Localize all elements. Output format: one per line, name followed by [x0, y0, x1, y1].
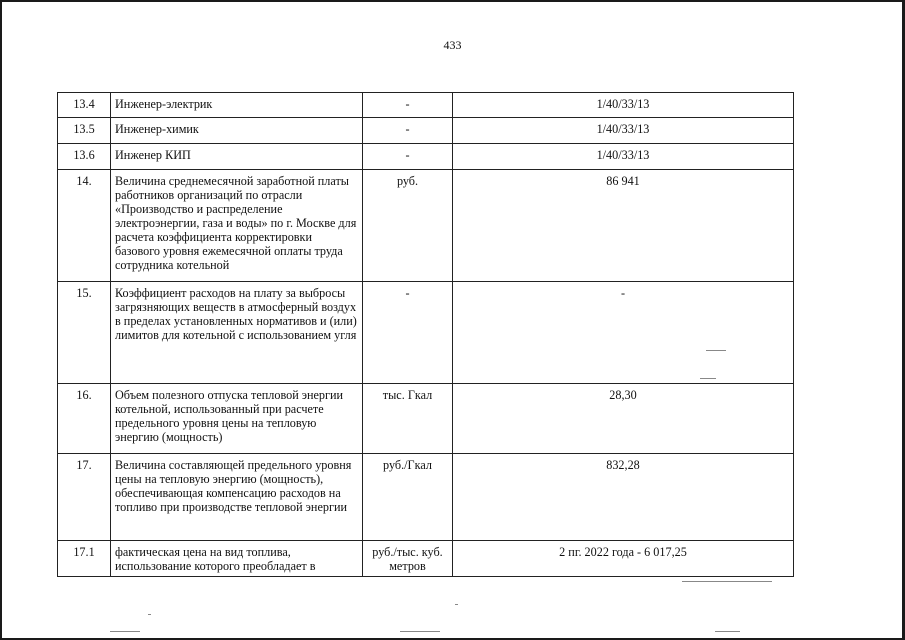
row-name: фактическая цена на вид топлива, использование которого преобладает в — [111, 541, 363, 577]
row-unit: руб./тыс. куб. метров — [363, 541, 453, 577]
scan-artifact — [110, 631, 140, 632]
table-row — [58, 118, 794, 144]
row-value: 1/40/33/13 — [453, 93, 794, 118]
row-number: 15. — [58, 282, 111, 384]
row-unit: руб. — [363, 170, 453, 282]
row-number: 17. — [58, 454, 111, 541]
row-name: Инженер-электрик — [111, 93, 363, 118]
row-value: 2 пг. 2022 года - 6 017,25 — [453, 541, 794, 577]
row-name: Величина составляющей предельного уровня цены на тепловую энергию (мощность), обеспечивающая компенсацию расходов на топливо при производстве тепловой энергии — [111, 454, 363, 541]
row-value: 86 941 — [453, 170, 794, 282]
table-row — [58, 282, 794, 384]
scan-artifact — [700, 378, 716, 379]
row-number: 13.5 — [58, 118, 111, 144]
row-unit: - — [363, 93, 453, 118]
row-unit: - — [363, 118, 453, 144]
row-unit: руб./Гкал — [363, 454, 453, 541]
scan-artifact — [706, 350, 726, 351]
row-number: 14. — [58, 170, 111, 282]
row-number: 13.6 — [58, 144, 111, 170]
row-unit: - — [363, 282, 453, 384]
row-name: Коэффициент расходов на плату за выбросы загрязняющих веществ в атмосферный воздух в пределах установленных нормативов и (или) лимитов для котельной с использованием угля — [111, 282, 363, 384]
table-row — [58, 541, 794, 577]
row-value: 28,30 — [453, 384, 794, 454]
scan-artifact — [148, 614, 151, 615]
row-number: 16. — [58, 384, 111, 454]
table-row — [58, 93, 794, 118]
page-border-top — [0, 0, 905, 2]
scan-artifact — [682, 581, 772, 582]
row-unit: тыс. Гкал — [363, 384, 453, 454]
scan-artifact — [455, 604, 458, 605]
row-value: 1/40/33/13 — [453, 144, 794, 170]
page-number: 433 — [443, 38, 462, 52]
scan-artifact — [715, 631, 740, 632]
row-unit: - — [363, 144, 453, 170]
row-name: Инженер-химик — [111, 118, 363, 144]
row-number: 13.4 — [58, 93, 111, 118]
row-value: 832,28 — [453, 454, 794, 541]
page-border-left — [0, 0, 2, 640]
table-row — [58, 144, 794, 170]
table-row — [58, 454, 794, 541]
row-number: 17.1 — [58, 541, 111, 577]
table-row — [58, 170, 794, 282]
row-value: 1/40/33/13 — [453, 118, 794, 144]
table-row — [58, 384, 794, 454]
row-name: Инженер КИП — [111, 144, 363, 170]
parameters-table — [57, 92, 794, 577]
scan-artifact — [400, 631, 440, 632]
row-value: - — [453, 282, 794, 384]
row-name: Объем полезного отпуска тепловой энергии котельной, использованный при расчете предельного уровня цены на тепловую энергию (мощность) — [111, 384, 363, 454]
row-name: Величина среднемесячной заработной платы работников организаций по отрасли «Производство и распределение электроэнергии, газа и воды» по г. Москве для расчета коэффициента корректировки базового уровня ежемесячной оплаты труда сотрудника котельной — [111, 170, 363, 282]
